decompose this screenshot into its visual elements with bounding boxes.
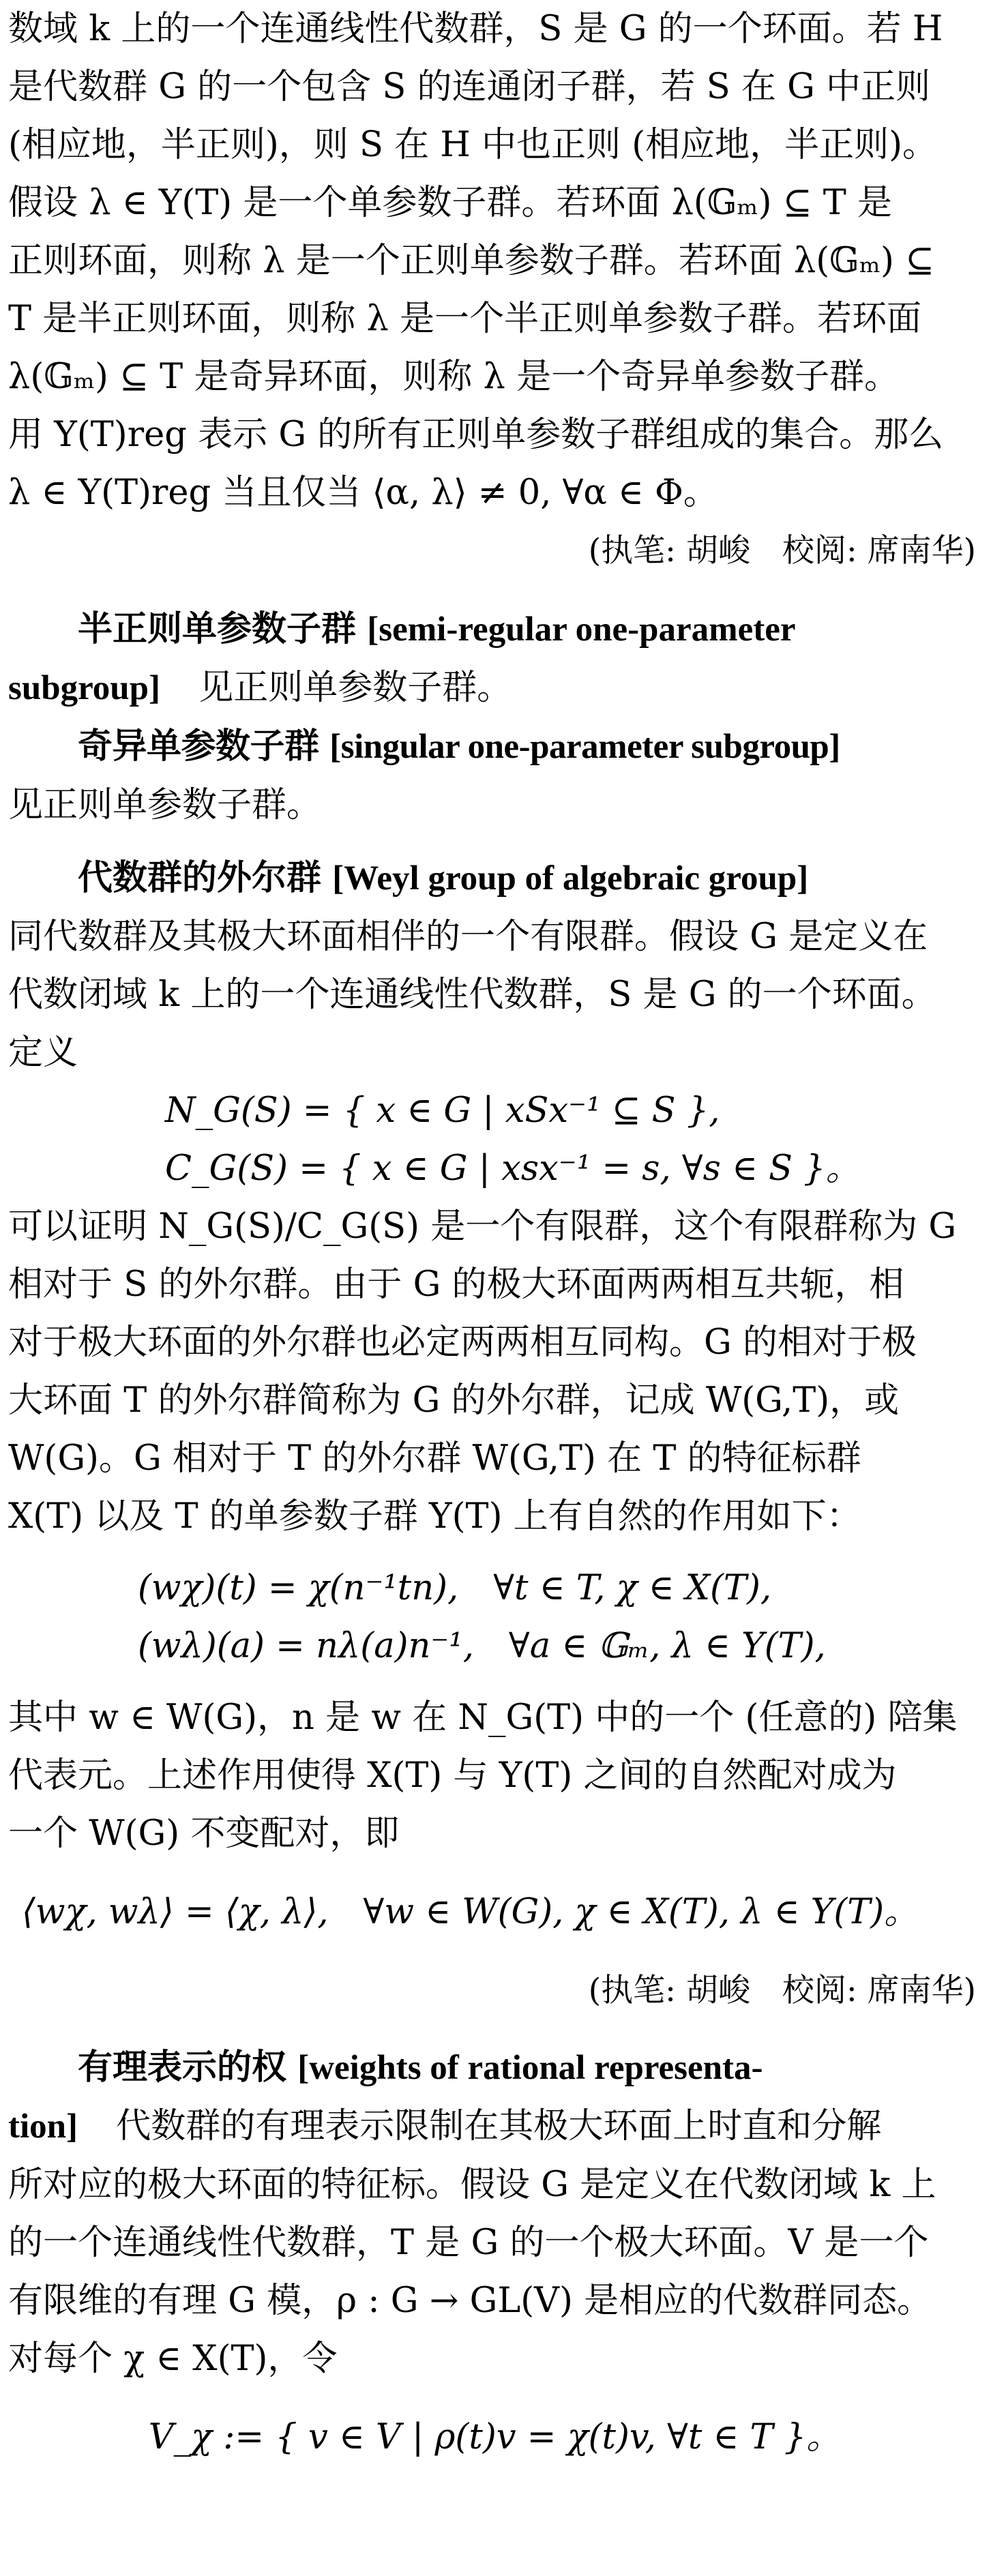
entry-heading xyxy=(8,717,981,776)
entry-title-zh: 代数群的外尔群 xyxy=(78,858,322,898)
entry-title-en-cont: tion] xyxy=(8,2107,78,2146)
equation-character-action: (wχ)(t) = χ(n⁻¹tn), ∀t ∈ T, χ ∈ X(T), xyxy=(138,1568,772,1608)
author-credit: (执笔: 胡峻 校阅: 席南华) xyxy=(588,532,976,569)
text-line: X(T) 以及 T 的单参数子群 Y(T) 上有自然的作用如下： xyxy=(8,1496,861,1537)
entry-title-en: [Weyl group of algebraic group] xyxy=(332,859,809,898)
text-line: λ ∈ Y(T)reg 当且仅当 ⟨α, λ⟩ ≠ 0, ∀α ∈ Φ。 xyxy=(8,473,718,513)
text-line: 用 Y(T)reg 表示 G 的所有正则单参数子群组成的集合。那么 xyxy=(8,415,944,455)
cross-reference: 见正则单参数子群。 xyxy=(198,668,512,708)
text-line xyxy=(8,290,981,348)
text-line: 是代数群 G 的一个包含 S 的连通闭子群，若 S 在 G 中正则 xyxy=(8,67,931,107)
equation-normalizer: N_G(S) = { x ∈ G | xSx⁻¹ ⊆ S }, xyxy=(165,1091,720,1131)
entry-heading xyxy=(8,600,981,659)
text-line: λ(𝔾ₘ) ⊆ T 是奇异环面，则称 λ 是一个奇异单参数子群。 xyxy=(8,357,900,397)
entry-heading-cont xyxy=(8,2097,981,2156)
text-line: 假设 λ ∈ Y(T) 是一个单参数子群。若环面 λ(𝔾ₘ) ⊆ T 是 xyxy=(8,183,892,223)
text-line: 可以证明 N_G(S)/C_G(S) 是一个有限群，这个有限群称为 G xyxy=(8,1206,957,1247)
text-line: 代表元。上述作用使得 X(T) 与 Y(T) 之间的自然配对成为 xyxy=(8,1756,897,1796)
entry-title-en: [semi-regular one-parameter xyxy=(367,610,796,649)
text-line: 有限维的有理 G 模，ρ : G → GL(V) 是相应的代数群同态。 xyxy=(8,2281,932,2321)
entry-title-zh: 有理表示的权 xyxy=(78,2047,287,2088)
text-line: 代数闭域 k 上的一个连通线性代数群，S 是 G 的一个环面。 xyxy=(8,975,936,1015)
entry-title-en-cont: subgroup] xyxy=(8,669,161,707)
entry-heading-cont xyxy=(8,659,981,717)
text-line: W(G)。G 相对于 T 的外尔群 W(G,T) 在 T 的特征标群 xyxy=(8,1438,861,1479)
text-line: (相应地，半正则)，则 S 在 H 中也正则 (相应地，半正则)。 xyxy=(8,125,938,165)
entry-heading xyxy=(8,849,981,908)
text-line: 正则环面，则称 λ 是一个正则单参数子群。若环面 λ(𝔾ₘ) ⊆ xyxy=(8,241,934,281)
text-line: 一个 W(G) 不变配对，即 xyxy=(8,1813,400,1854)
text-line: 所对应的极大环面的特征标。假设 G 是定义在代数闭域 k 上 xyxy=(8,2165,936,2205)
entry-title-zh: 半正则单参数子群 xyxy=(78,609,357,649)
entry-singular xyxy=(8,717,981,834)
text-line: 的一个连通线性代数群，T 是 G 的一个极大环面。V 是一个 xyxy=(8,2223,929,2263)
entry-weyl-group xyxy=(8,849,981,2019)
text-line: 大环面 T 的外尔群简称为 G 的外尔群，记成 W(G,T)，或 xyxy=(8,1380,900,1421)
text-line: 对于极大环面的外尔群也必定两两相互同构。G 的相对于极 xyxy=(8,1322,917,1363)
entry-heading xyxy=(8,2039,981,2097)
equation-cocharacter-action: (wλ)(a) = nλ(a)n⁻¹, ∀a ∈ 𝔾ₘ, λ ∈ Y(T), xyxy=(138,1626,826,1666)
entry-title-zh: 奇异单参数子群 xyxy=(78,726,319,767)
regular-one-parameter-subgroup-continuation xyxy=(8,0,981,580)
text-line: 对每个 χ ∈ X(T)，令 xyxy=(8,2339,338,2379)
equation-weight-space: V_χ := { v ∈ V | ρ(t)v = χ(t)v, ∀t ∈ T }。 xyxy=(148,2417,842,2457)
entry-semi-regular xyxy=(8,600,981,717)
text-segment: T 是半正则环面，则称 λ 是一个半正则单参数子群。若环面 xyxy=(8,299,921,339)
text-line: 相对于 S 的外尔群。由于 G 的极大环面两两相互共轭，相 xyxy=(8,1264,904,1305)
cross-reference: 见正则单参数子群。 xyxy=(8,785,322,825)
entry-title-en: [singular one-parameter subgroup] xyxy=(329,728,840,766)
equation-invariant-pairing: ⟨wχ, wλ⟩ = ⟨χ, λ⟩, ∀w ∈ W(G), χ ∈ X(T), λ ∈ Y(T)。 xyxy=(22,1892,919,1932)
equation-centralizer: C_G(S) = { x ∈ G | xsx⁻¹ = s, ∀s ∈ S }。 xyxy=(165,1149,861,1189)
text-line: 其中 w ∈ W(G)，n 是 w 在 N_G(T) 中的一个 (任意的) 陪集 xyxy=(8,1698,958,1738)
text-line: 数域 k 上的一个连通线性代数群，S 是 G 的一个环面。若 H xyxy=(8,9,943,49)
author-credit: (执笔: 胡峻 校阅: 席南华) xyxy=(588,1972,976,2009)
entry-weights-rational-representation xyxy=(8,2039,981,2466)
text-segment: 代数群的有理表示限制在其极大环面上时直和分解 xyxy=(116,2106,882,2146)
text-line: 同代数群及其极大环面相伴的一个有限群。假设 G 是定义在 xyxy=(8,917,928,957)
text-line: 定义 xyxy=(8,1033,78,1073)
entry-title-en: [weights of rational representa- xyxy=(297,2049,763,2087)
